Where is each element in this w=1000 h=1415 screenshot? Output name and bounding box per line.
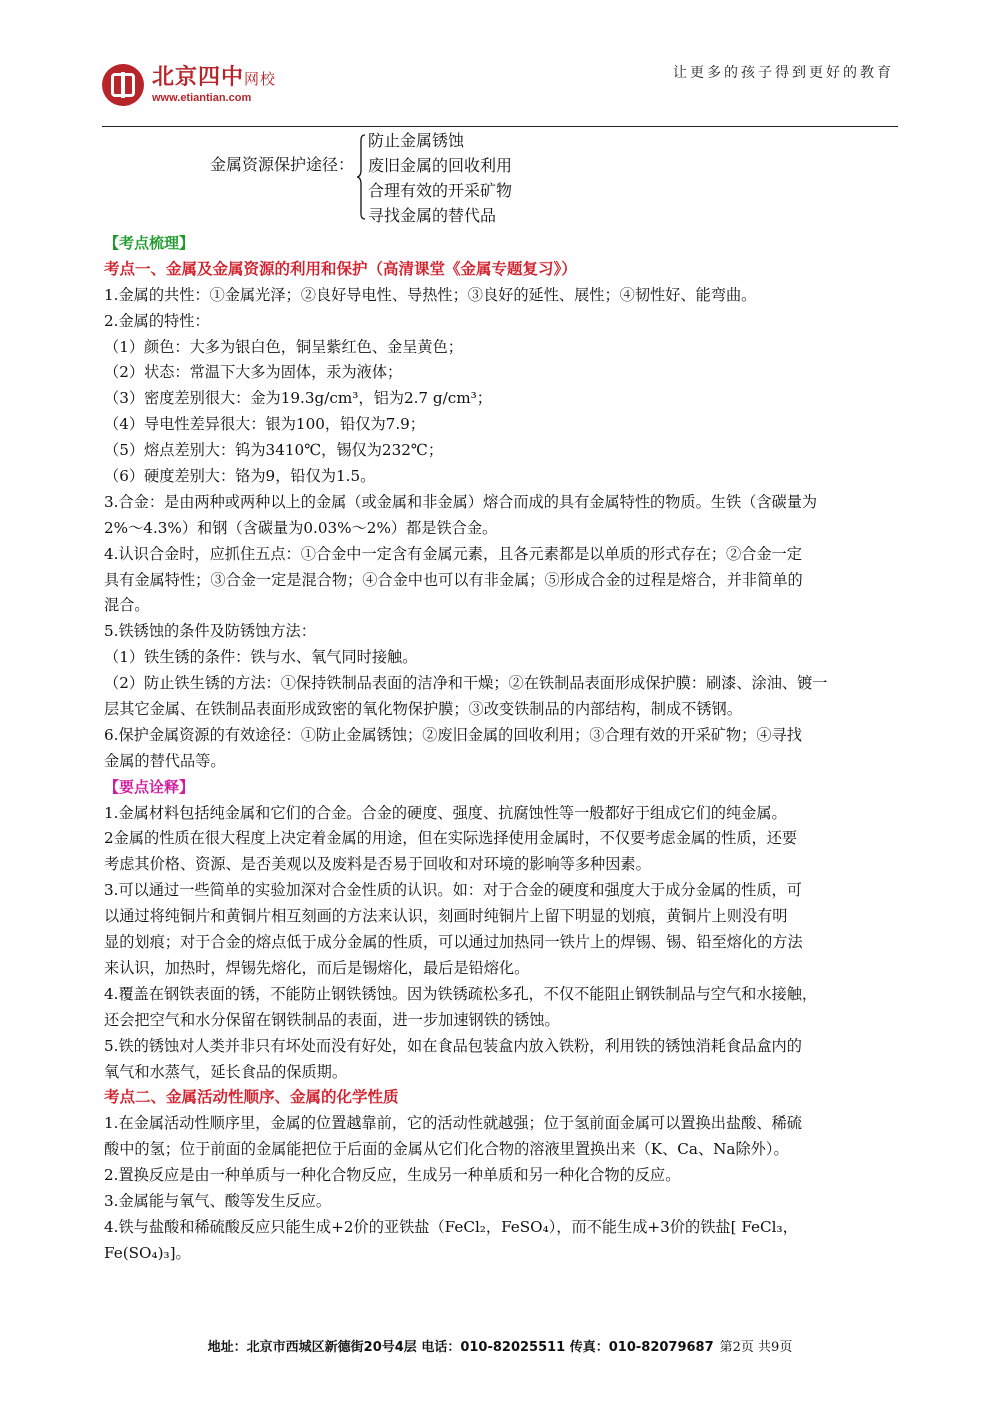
curly-brace-icon <box>356 134 366 220</box>
text-line: 酸中的氢；位于前面的金属能把位于后面的金属从它们化合物的溶液里置换出来（K、Ca、Na除外）。 <box>104 1140 789 1159</box>
text-line: （6）硬度差别大：铬为9，铅仅为1.5。 <box>104 467 376 486</box>
brace-item: 废旧金属的回收利用 <box>368 156 513 175</box>
text-line: 4.铁与盐酸和稀硫酸反应只能生成+2价的亚铁盐（FeCl₂，FeSO₄），而不能生成+3价的铁盐[ FeCl₃， <box>104 1217 798 1236</box>
text-line: （3）密度差别很大：金为19.3g/cm³，铝为2.7 g/cm³； <box>104 389 492 408</box>
text-line: 3.可以通过一些简单的实验加深对合金性质的认识。如：对于合金的硬度和强度大于成分金属的性质，可 <box>104 881 802 900</box>
text-line: 2%～4.3%）和钢（含碳量为0.03%～2%）都是铁合金。 <box>104 518 498 537</box>
text-line: 金属的替代品等。 <box>104 751 226 770</box>
section-heading: 考点二、金属活动性顺序、金属的化学性质 <box>104 1088 399 1107</box>
text-line: 1.金属的共性：①金属光泽；②良好导电性、导热性；③良好的延性、展性；④韧性好、能弯曲。 <box>104 285 757 304</box>
brace-label: 金属资源保护途径： <box>210 155 355 174</box>
brace-item: 合理有效的开采矿物 <box>368 181 513 200</box>
page-number: 第2页 共9页 <box>719 1340 793 1355</box>
logo-suffix: 网校 <box>244 70 277 88</box>
logo-url: www.etiantian.com <box>152 92 252 104</box>
logo-emblem-icon <box>102 64 144 106</box>
text-line: 还会把空气和水分保留在钢铁制品的表面，进一步加速钢铁的锈蚀。 <box>104 1010 560 1029</box>
text-line: 4.认识合金时，应抓住五点：①合金中一定含有金属元素，且各元素都是以单质的形式存在；②合金一定 <box>104 544 802 563</box>
text-line: Fe(SO₄)₃]。 <box>104 1243 191 1262</box>
text-line: （5）熔点差别大：钨为3410℃，锡仅为232℃； <box>104 441 444 460</box>
text-line: 混合。 <box>104 596 150 615</box>
brace-item: 寻找金属的替代品 <box>368 206 497 225</box>
section-heading: 【要点诠释】 <box>104 777 195 796</box>
header-divider <box>102 126 898 127</box>
text-line: 2金属的性质在很大程度上决定着金属的用途，但在实际选择使用金属时，不仅要考虑金属的性质，还要 <box>104 829 798 848</box>
text-line: 考虑其价格、资源、是否美观以及废料是否易于回收和对环境的影响等多种因素。 <box>104 855 651 874</box>
header-slogan: 让更多的孩子得到更好的教育 <box>673 65 894 81</box>
footer-contact: 地址：北京市西城区新德街20号4层 电话：010-82025511 传真：010-82079687 <box>207 1340 714 1355</box>
logo-name: 北京四中 <box>152 64 245 90</box>
text-line: （1）颜色：大多为银白色，铜呈紫红色、金呈黄色； <box>104 337 463 356</box>
section-heading: 考点一、金属及金属资源的利用和保护（高清课堂《金属专题复习》） <box>104 259 577 278</box>
text-line: 2.金属的特性： <box>104 311 210 330</box>
text-line: （4）导电性差异很大：银为100，铅仅为7.9； <box>104 415 425 434</box>
text-line: 5.铁锈蚀的条件及防锈蚀方法： <box>104 622 316 641</box>
text-line: 3.金属能与氧气、酸等发生反应。 <box>104 1191 332 1210</box>
text-line: 1.金属材料包括纯金属和它们的合金。合金的硬度、强度、抗腐蚀性等一般都好于组成它们的纯金属。 <box>104 803 787 822</box>
brace-item: 防止金属锈蚀 <box>368 131 465 150</box>
text-line: 显的划痕；对于合金的熔点低于成分金属的性质，可以通过加热同一铁片上的焊锡、锡、铅至熔化的方法 <box>104 933 803 952</box>
page-header <box>102 56 898 126</box>
text-line: 4.覆盖在钢铁表面的锈，不能防止钢铁锈蚀。因为铁锈疏松多孔，不仅不能阻止钢铁制品与空气和水接触， <box>104 984 818 1003</box>
text-line: （1）铁生锈的条件：铁与水、氧气同时接触。 <box>104 648 418 667</box>
text-line: （2）防止铁生锈的方法：①保持铁制品表面的洁净和干燥；②在铁制品表面形成保护膜：刷漆、涂油、镀一 <box>104 674 828 693</box>
page-footer <box>0 1336 1000 1355</box>
text-line: 6.保护金属资源的有效途径：①防止金属锈蚀；②废旧金属的回收利用；③合理有效的开采矿物；④寻找 <box>104 725 802 744</box>
text-line: 1.在金属活动性顺序里，金属的位置越靠前，它的活动性就越强；位于氢前面金属可以置换出盐酸、稀硫 <box>104 1114 802 1133</box>
text-line: （2）状态：常温下大多为固体，汞为液体； <box>104 363 403 382</box>
school-logo <box>102 64 276 106</box>
text-line: 5.铁的锈蚀对人类并非只有坏处而没有好处，如在食品包装盒内放入铁粉，利用铁的锈蚀消耗食品盒内的 <box>104 1036 802 1055</box>
document-body <box>104 231 900 1267</box>
brace-item-list <box>368 128 512 228</box>
text-line: 3.合金：是由两种或两种以上的金属（或金属和非金属）熔合而成的具有金属特性的物质。生铁（含碳量为 <box>104 492 818 511</box>
text-line: 氧气和水蒸气，延长食品的保质期。 <box>104 1062 347 1081</box>
text-line: 来认识，加热时，焊锡先熔化，而后是锡熔化，最后是铅熔化。 <box>104 958 530 977</box>
section-heading: 【考点梳理】 <box>104 234 195 252</box>
text-line: 具有金属特性；③合金一定是混合物；④合金中也可以有非金属；⑤形成合金的过程是熔合，并非简单的 <box>104 570 803 589</box>
text-line: 2.置换反应是由一种单质与一种化合物反应，生成另一种单质和另一种化合物的反应。 <box>104 1166 681 1185</box>
text-line: 以通过将纯铜片和黄铜片相互刻画的方法来认识，刻画时纯铜片上留下明显的划痕，黄铜片上则没有明 <box>104 907 788 926</box>
text-line: 层其它金属、在铁制品表面形成致密的氧化物保护膜；③改变铁制品的内部结构，制成不锈钢。 <box>104 700 742 719</box>
